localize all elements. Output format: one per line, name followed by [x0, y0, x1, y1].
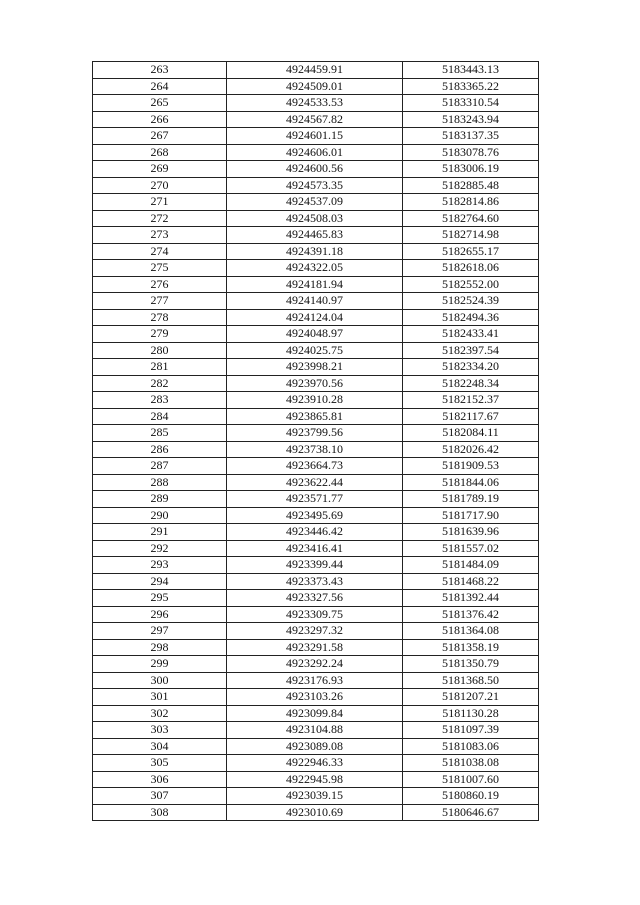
table-row	[93, 95, 539, 112]
y-coordinate-cell: 5181097.39	[403, 722, 539, 739]
point-number-cell: 267	[93, 128, 227, 145]
point-number-cell: 304	[93, 738, 227, 755]
table-row	[93, 771, 539, 788]
x-coordinate-cell: 4924567.82	[227, 111, 403, 128]
point-number-cell: 271	[93, 194, 227, 211]
x-coordinate-cell: 4924606.01	[227, 144, 403, 161]
x-coordinate-cell: 4923010.69	[227, 804, 403, 821]
y-coordinate-cell: 5181007.60	[403, 771, 539, 788]
x-coordinate-cell: 4924533.53	[227, 95, 403, 112]
x-coordinate-cell: 4924322.05	[227, 260, 403, 277]
point-number-cell: 270	[93, 177, 227, 194]
y-coordinate-cell: 5182655.17	[403, 243, 539, 260]
table-row	[93, 375, 539, 392]
y-coordinate-cell: 5182764.60	[403, 210, 539, 227]
table-row	[93, 590, 539, 607]
point-number-cell: 283	[93, 392, 227, 409]
x-coordinate-cell: 4924459.91	[227, 62, 403, 79]
y-coordinate-cell: 5182524.39	[403, 293, 539, 310]
table-row	[93, 309, 539, 326]
point-number-cell: 265	[93, 95, 227, 112]
x-coordinate-cell: 4923099.84	[227, 705, 403, 722]
y-coordinate-cell: 5181207.21	[403, 689, 539, 706]
table-row	[93, 326, 539, 343]
point-number-cell: 305	[93, 755, 227, 772]
y-coordinate-cell: 5182618.06	[403, 260, 539, 277]
y-coordinate-cell: 5181557.02	[403, 540, 539, 557]
table-row	[93, 788, 539, 805]
x-coordinate-cell: 4923291.58	[227, 639, 403, 656]
x-coordinate-cell: 4923910.28	[227, 392, 403, 409]
point-number-cell: 281	[93, 359, 227, 376]
y-coordinate-cell: 5181376.42	[403, 606, 539, 623]
table-row	[93, 177, 539, 194]
y-coordinate-cell: 5182552.00	[403, 276, 539, 293]
x-coordinate-cell: 4923970.56	[227, 375, 403, 392]
table-row	[93, 144, 539, 161]
point-number-cell: 291	[93, 524, 227, 541]
x-coordinate-cell: 4923176.93	[227, 672, 403, 689]
y-coordinate-cell: 5181909.53	[403, 458, 539, 475]
point-number-cell: 266	[93, 111, 227, 128]
x-coordinate-cell: 4924181.94	[227, 276, 403, 293]
point-number-cell: 269	[93, 161, 227, 178]
x-coordinate-cell: 4923446.42	[227, 524, 403, 541]
y-coordinate-cell: 5181789.19	[403, 491, 539, 508]
x-coordinate-cell: 4923799.56	[227, 425, 403, 442]
point-number-cell: 307	[93, 788, 227, 805]
y-coordinate-cell: 5183365.22	[403, 78, 539, 95]
point-number-cell: 308	[93, 804, 227, 821]
y-coordinate-cell: 5183443.13	[403, 62, 539, 79]
y-coordinate-cell: 5183137.35	[403, 128, 539, 145]
y-coordinate-cell: 5182152.37	[403, 392, 539, 409]
y-coordinate-cell: 5181484.09	[403, 557, 539, 574]
point-number-cell: 297	[93, 623, 227, 640]
x-coordinate-cell: 4922945.98	[227, 771, 403, 788]
table-row	[93, 227, 539, 244]
y-coordinate-cell: 5182433.41	[403, 326, 539, 343]
table-row	[93, 210, 539, 227]
x-coordinate-cell: 4923089.08	[227, 738, 403, 755]
y-coordinate-cell: 5182084.11	[403, 425, 539, 442]
y-coordinate-cell: 5181392.44	[403, 590, 539, 607]
table-row	[93, 804, 539, 821]
x-coordinate-cell: 4924537.09	[227, 194, 403, 211]
x-coordinate-cell: 4923104.88	[227, 722, 403, 739]
table-row	[93, 243, 539, 260]
y-coordinate-cell: 5182334.20	[403, 359, 539, 376]
point-number-cell: 286	[93, 441, 227, 458]
coordinate-table-body	[93, 62, 539, 821]
table-row	[93, 722, 539, 739]
coordinate-table	[92, 61, 539, 821]
table-row	[93, 738, 539, 755]
point-number-cell: 293	[93, 557, 227, 574]
x-coordinate-cell: 4922946.33	[227, 755, 403, 772]
point-number-cell: 277	[93, 293, 227, 310]
x-coordinate-cell: 4923622.44	[227, 474, 403, 491]
point-number-cell: 264	[93, 78, 227, 95]
table-row	[93, 359, 539, 376]
x-coordinate-cell: 4924465.83	[227, 227, 403, 244]
table-row	[93, 507, 539, 524]
x-coordinate-cell: 4924025.75	[227, 342, 403, 359]
x-coordinate-cell: 4924573.35	[227, 177, 403, 194]
x-coordinate-cell: 4924601.15	[227, 128, 403, 145]
table-row	[93, 755, 539, 772]
y-coordinate-cell: 5183006.19	[403, 161, 539, 178]
y-coordinate-cell: 5182494.36	[403, 309, 539, 326]
y-coordinate-cell: 5181358.19	[403, 639, 539, 656]
point-number-cell: 287	[93, 458, 227, 475]
point-number-cell: 273	[93, 227, 227, 244]
y-coordinate-cell: 5182248.34	[403, 375, 539, 392]
y-coordinate-cell: 5182026.42	[403, 441, 539, 458]
table-row	[93, 606, 539, 623]
y-coordinate-cell: 5183078.76	[403, 144, 539, 161]
table-row	[93, 276, 539, 293]
table-row	[93, 128, 539, 145]
table-row	[93, 491, 539, 508]
y-coordinate-cell: 5181364.08	[403, 623, 539, 640]
table-row	[93, 458, 539, 475]
point-number-cell: 275	[93, 260, 227, 277]
x-coordinate-cell: 4923309.75	[227, 606, 403, 623]
point-number-cell: 292	[93, 540, 227, 557]
y-coordinate-cell: 5182117.67	[403, 408, 539, 425]
point-number-cell: 278	[93, 309, 227, 326]
x-coordinate-cell: 4923998.21	[227, 359, 403, 376]
point-number-cell: 303	[93, 722, 227, 739]
y-coordinate-cell: 5182885.48	[403, 177, 539, 194]
point-number-cell: 296	[93, 606, 227, 623]
x-coordinate-cell: 4923738.10	[227, 441, 403, 458]
y-coordinate-cell: 5181844.06	[403, 474, 539, 491]
y-coordinate-cell: 5180860.19	[403, 788, 539, 805]
point-number-cell: 299	[93, 656, 227, 673]
point-number-cell: 279	[93, 326, 227, 343]
x-coordinate-cell: 4924140.97	[227, 293, 403, 310]
x-coordinate-cell: 4924048.97	[227, 326, 403, 343]
table-row	[93, 293, 539, 310]
table-row	[93, 705, 539, 722]
point-number-cell: 295	[93, 590, 227, 607]
point-number-cell: 285	[93, 425, 227, 442]
table-row	[93, 623, 539, 640]
point-number-cell: 268	[93, 144, 227, 161]
y-coordinate-cell: 5183243.94	[403, 111, 539, 128]
x-coordinate-cell: 4924508.03	[227, 210, 403, 227]
x-coordinate-cell: 4923399.44	[227, 557, 403, 574]
point-number-cell: 284	[93, 408, 227, 425]
table-row	[93, 474, 539, 491]
point-number-cell: 280	[93, 342, 227, 359]
y-coordinate-cell: 5181038.08	[403, 755, 539, 772]
table-row	[93, 260, 539, 277]
x-coordinate-cell: 4923292.24	[227, 656, 403, 673]
point-number-cell: 272	[93, 210, 227, 227]
x-coordinate-cell: 4924391.18	[227, 243, 403, 260]
y-coordinate-cell: 5181717.90	[403, 507, 539, 524]
x-coordinate-cell: 4924124.04	[227, 309, 403, 326]
point-number-cell: 263	[93, 62, 227, 79]
point-number-cell: 294	[93, 573, 227, 590]
y-coordinate-cell: 5181468.22	[403, 573, 539, 590]
x-coordinate-cell: 4923495.69	[227, 507, 403, 524]
table-row	[93, 194, 539, 211]
x-coordinate-cell: 4923416.41	[227, 540, 403, 557]
table-row	[93, 392, 539, 409]
point-number-cell: 302	[93, 705, 227, 722]
y-coordinate-cell: 5182814.86	[403, 194, 539, 211]
point-number-cell: 289	[93, 491, 227, 508]
y-coordinate-cell: 5180646.67	[403, 804, 539, 821]
table-row	[93, 342, 539, 359]
table-row	[93, 656, 539, 673]
y-coordinate-cell: 5183310.54	[403, 95, 539, 112]
table-row	[93, 408, 539, 425]
y-coordinate-cell: 5181350.79	[403, 656, 539, 673]
point-number-cell: 282	[93, 375, 227, 392]
point-number-cell: 298	[93, 639, 227, 656]
x-coordinate-cell: 4923327.56	[227, 590, 403, 607]
table-row	[93, 524, 539, 541]
point-number-cell: 290	[93, 507, 227, 524]
x-coordinate-cell: 4923571.77	[227, 491, 403, 508]
y-coordinate-cell: 5182397.54	[403, 342, 539, 359]
x-coordinate-cell: 4923865.81	[227, 408, 403, 425]
point-number-cell: 301	[93, 689, 227, 706]
table-row	[93, 573, 539, 590]
table-row	[93, 62, 539, 79]
x-coordinate-cell: 4923039.15	[227, 788, 403, 805]
table-row	[93, 689, 539, 706]
x-coordinate-cell: 4923664.73	[227, 458, 403, 475]
x-coordinate-cell: 4924509.01	[227, 78, 403, 95]
table-row	[93, 639, 539, 656]
x-coordinate-cell: 4923373.43	[227, 573, 403, 590]
y-coordinate-cell: 5181639.96	[403, 524, 539, 541]
table-row	[93, 557, 539, 574]
table-row	[93, 425, 539, 442]
x-coordinate-cell: 4923103.26	[227, 689, 403, 706]
point-number-cell: 300	[93, 672, 227, 689]
table-row	[93, 540, 539, 557]
point-number-cell: 306	[93, 771, 227, 788]
x-coordinate-cell: 4923297.32	[227, 623, 403, 640]
point-number-cell: 288	[93, 474, 227, 491]
table-row	[93, 78, 539, 95]
point-number-cell: 274	[93, 243, 227, 260]
point-number-cell: 276	[93, 276, 227, 293]
table-row	[93, 111, 539, 128]
y-coordinate-cell: 5181368.50	[403, 672, 539, 689]
table-row	[93, 672, 539, 689]
y-coordinate-cell: 5182714.98	[403, 227, 539, 244]
table-row	[93, 441, 539, 458]
y-coordinate-cell: 5181083.06	[403, 738, 539, 755]
y-coordinate-cell: 5181130.28	[403, 705, 539, 722]
table-row	[93, 161, 539, 178]
x-coordinate-cell: 4924600.56	[227, 161, 403, 178]
